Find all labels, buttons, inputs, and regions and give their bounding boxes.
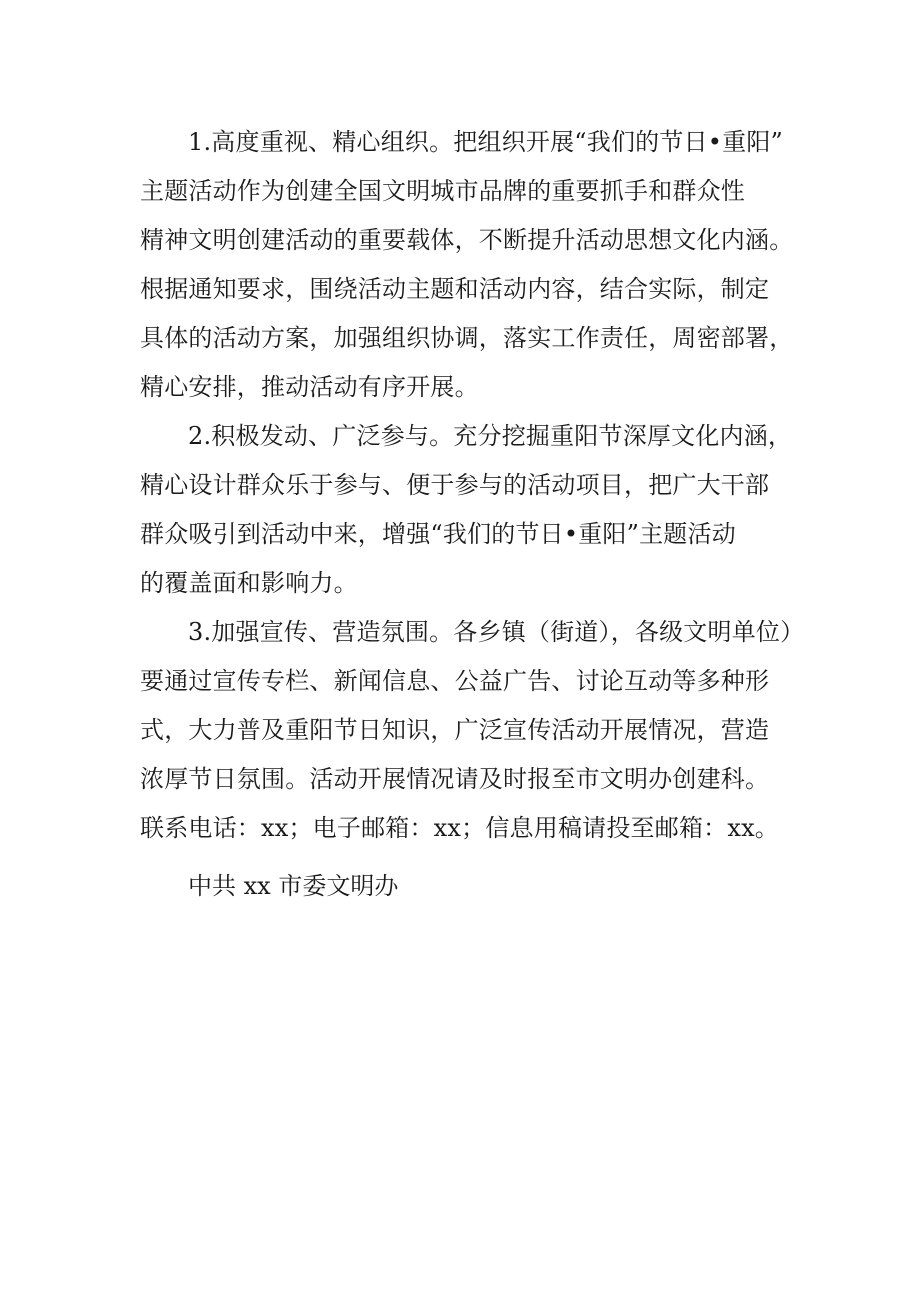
paragraph-line: 精心设计群众乐于参与、便于参与的活动项目，把广大干部 [140, 471, 770, 499]
paragraph-3 [140, 608, 812, 853]
paragraph-line: 精心安排，推动活动有序开展。 [140, 373, 479, 401]
paragraph-2 [140, 412, 812, 608]
paragraph-line: 精神文明创建活动的重要载体，不断提升活动思想文化内涵。 [140, 226, 794, 254]
paragraph-line: 联系电话：xx；电子邮箱：xx；信息用稿请投至邮箱：xx。 [140, 814, 780, 842]
paragraph-line: 浓厚节日氛围。活动开展情况请及时报至市文明办创建科。 [140, 765, 770, 793]
paragraph-line: 3.加强宣传、营造氛围。各乡镇（街道），各级文明单位） [188, 618, 805, 646]
document-body [140, 118, 812, 853]
paragraph-line: 要通过宣传专栏、新闻信息、公益广告、讨论互动等多种形 [140, 667, 770, 695]
signature-org: 中共 xx 市委文明办 [188, 872, 399, 900]
paragraph-line: 具体的活动方案，加强组织协调，落实工作责任，周密部署， [140, 324, 794, 352]
paragraph-line: 1.高度重视、精心组织。把组织开展“我们的节日•重阳” [188, 128, 783, 156]
paragraph-line: 主题活动作为创建全国文明城市品牌的重要抓手和群众性 [140, 177, 745, 205]
paragraph-line: 式，大力普及重阳节日知识，广泛宣传活动开展情况，营造 [140, 716, 770, 744]
paragraph-line: 根据通知要求，围绕活动主题和活动内容，结合实际，制定 [140, 275, 770, 303]
paragraph-1 [140, 118, 812, 412]
paragraph-line: 的覆盖面和影响力。 [140, 569, 358, 597]
paragraph-line: 群众吸引到活动中来，增强“我们的节日•重阳”主题活动 [140, 520, 736, 548]
paragraph-line: 2.积极发动、广泛参与。充分挖掘重阳节深厚文化内涵， [188, 422, 793, 450]
